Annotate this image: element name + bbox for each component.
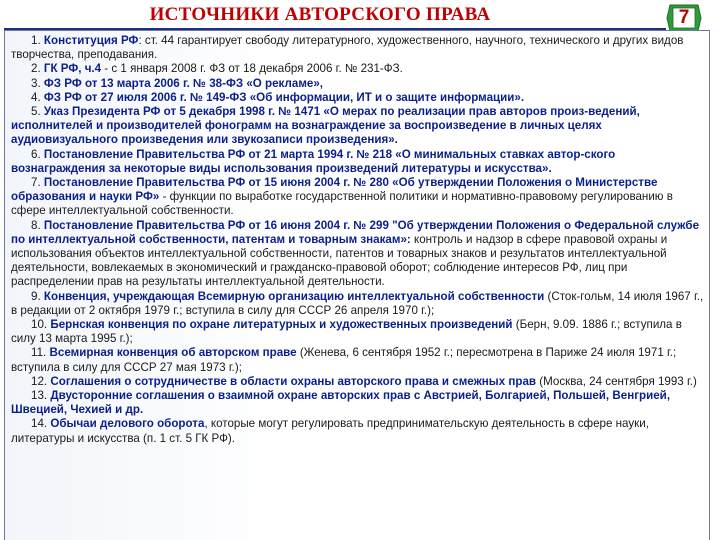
page-title: ИСТОЧНИКИ АВТОРСКОГО ПРАВА bbox=[149, 4, 491, 25]
list-item bbox=[11, 91, 705, 105]
item-text: (Сток-гольм, 14 июля 1967 г., в редакции от 2 октября 1979 г.; вступила в силу для СССР 26 апреля 1970 г.); bbox=[11, 289, 704, 317]
item-number: 1. bbox=[31, 34, 41, 47]
item-number: 2. bbox=[31, 62, 41, 76]
item-text: - с 1 января 2008 г. ФЗ от 18 декабря 2006 г. № 231-ФЗ. bbox=[101, 62, 403, 76]
item-title: Постановление Правительства РФ от 21 марта 1994 г. № 218 «О минимальных ставках автор-ского вознаграждения за некоторые виды использования произведений литературы и искусства». bbox=[11, 147, 616, 175]
item-title: Обычаи делового оборота bbox=[50, 417, 205, 431]
list-item bbox=[11, 318, 705, 346]
item-title: Соглашения о сотрудничестве в области охраны авторского права и смежных прав bbox=[50, 374, 537, 388]
item-title: Постановление Правительства РФ от 15 июня 2004 г. № 280 «Об утверждении Положения о Министерстве образования и науки РФ» bbox=[11, 176, 658, 204]
item-title: Указ Президента РФ от 5 декабря 1998 г. № 1471 «О мерах по реализации прав авторов произ-ведений, исполнителей и производителей фонограмм на вознаграждение за воспроизведение в личных целях аудиовизуального произведения или звукозаписи произведения». bbox=[11, 105, 640, 147]
item-number: 8. bbox=[31, 218, 41, 232]
item-text: (Женева, 6 сентября 1952 г.; пересмотрена в Париже 24 июля 1971 г.; вступила в силу для СССР 27 мая 1973 г.); bbox=[11, 346, 677, 374]
item-number: 12. bbox=[31, 374, 48, 388]
list-item bbox=[11, 105, 705, 148]
item-number: 6. bbox=[31, 147, 41, 161]
item-number: 10. bbox=[31, 318, 48, 332]
item-number: 13. bbox=[31, 389, 48, 403]
item-title: ФЗ РФ от 13 марта 2006 г. № 38-ФЗ «О рекламе», bbox=[43, 76, 324, 90]
item-title: ФЗ РФ от 27 июля 2006 г. № 149-ФЗ «Об информации, ИТ и о защите информации». bbox=[43, 90, 525, 104]
item-title: Конституция РФ bbox=[43, 34, 139, 47]
slide-number-badge bbox=[666, 4, 702, 32]
list-item bbox=[11, 346, 705, 374]
item-title: Постановление Правительства РФ от 16 июня 2004 г. № 299 "Об утверждении Положения о Федеральной службе по интеллектуальной собственности, патентам и товарным знакам»: bbox=[11, 218, 700, 246]
item-text: (Москва, 24 сентября 1993 г.) bbox=[536, 374, 697, 388]
item-title: Двусторонние соглашения о взаимной охране авторских прав с Австрией, Болгарией, Польшей, Венгрией, Швецией, Чехией и др. bbox=[11, 389, 671, 417]
list-item bbox=[11, 375, 705, 389]
list-item bbox=[11, 77, 705, 91]
list-item bbox=[11, 290, 705, 318]
list-item bbox=[11, 62, 705, 76]
item-text: (Берн, 9.09. 1886 г.; вступила в силу 13 марта 1995 г.); bbox=[11, 318, 682, 346]
item-text: , которые могут регулировать предпринимательскую деятельность в сфере науки, литературы и искусства (п. 1 ст. 5 ГК РФ). bbox=[11, 417, 649, 445]
content-panel bbox=[4, 30, 710, 540]
item-title: ГК РФ, ч.4 bbox=[43, 62, 102, 76]
item-title: Бернская конвенция по охране литературных и художественных произведений bbox=[50, 318, 513, 332]
slide-number: 7 bbox=[678, 7, 690, 28]
item-number: 11. bbox=[31, 346, 47, 360]
list-item bbox=[11, 219, 705, 290]
list-item bbox=[11, 417, 705, 445]
item-number: 14. bbox=[31, 417, 48, 431]
item-text: : ст. 44 гарантирует свободу литературного, художественного, научного, технического и других видов творчества, преподавания. bbox=[11, 34, 684, 62]
item-number: 4. bbox=[31, 90, 41, 104]
item-number: 9. bbox=[31, 289, 41, 303]
item-title: Всемирная конвенция об авторском праве bbox=[49, 346, 297, 360]
item-text: контроль и надзор в сфере правовой охраны и использования объектов интеллектуальной собственности, патентов и товарных знаков и результатов интеллектуальной деятельности, вовлекаемых в экономический и гражданско-правовой оборот; соблюдение интересов РФ, лиц при распределении прав на результаты интеллектуальной деятельности. bbox=[11, 232, 668, 289]
sources-list bbox=[5, 31, 709, 446]
item-text: - функции по выработке государственной политики и нормативно-правовому регулированию в сфере интеллектуальной собственности. bbox=[11, 190, 673, 218]
item-title: Конвенция, учреждающая Всемирную организацию интеллектуальной собственности bbox=[43, 289, 545, 303]
item-number: 5. bbox=[31, 105, 41, 119]
list-item bbox=[11, 389, 705, 417]
list-item bbox=[11, 148, 705, 176]
list-item bbox=[11, 176, 705, 219]
item-number: 7. bbox=[31, 176, 41, 190]
list-item bbox=[11, 34, 705, 62]
item-number: 3. bbox=[31, 76, 41, 90]
